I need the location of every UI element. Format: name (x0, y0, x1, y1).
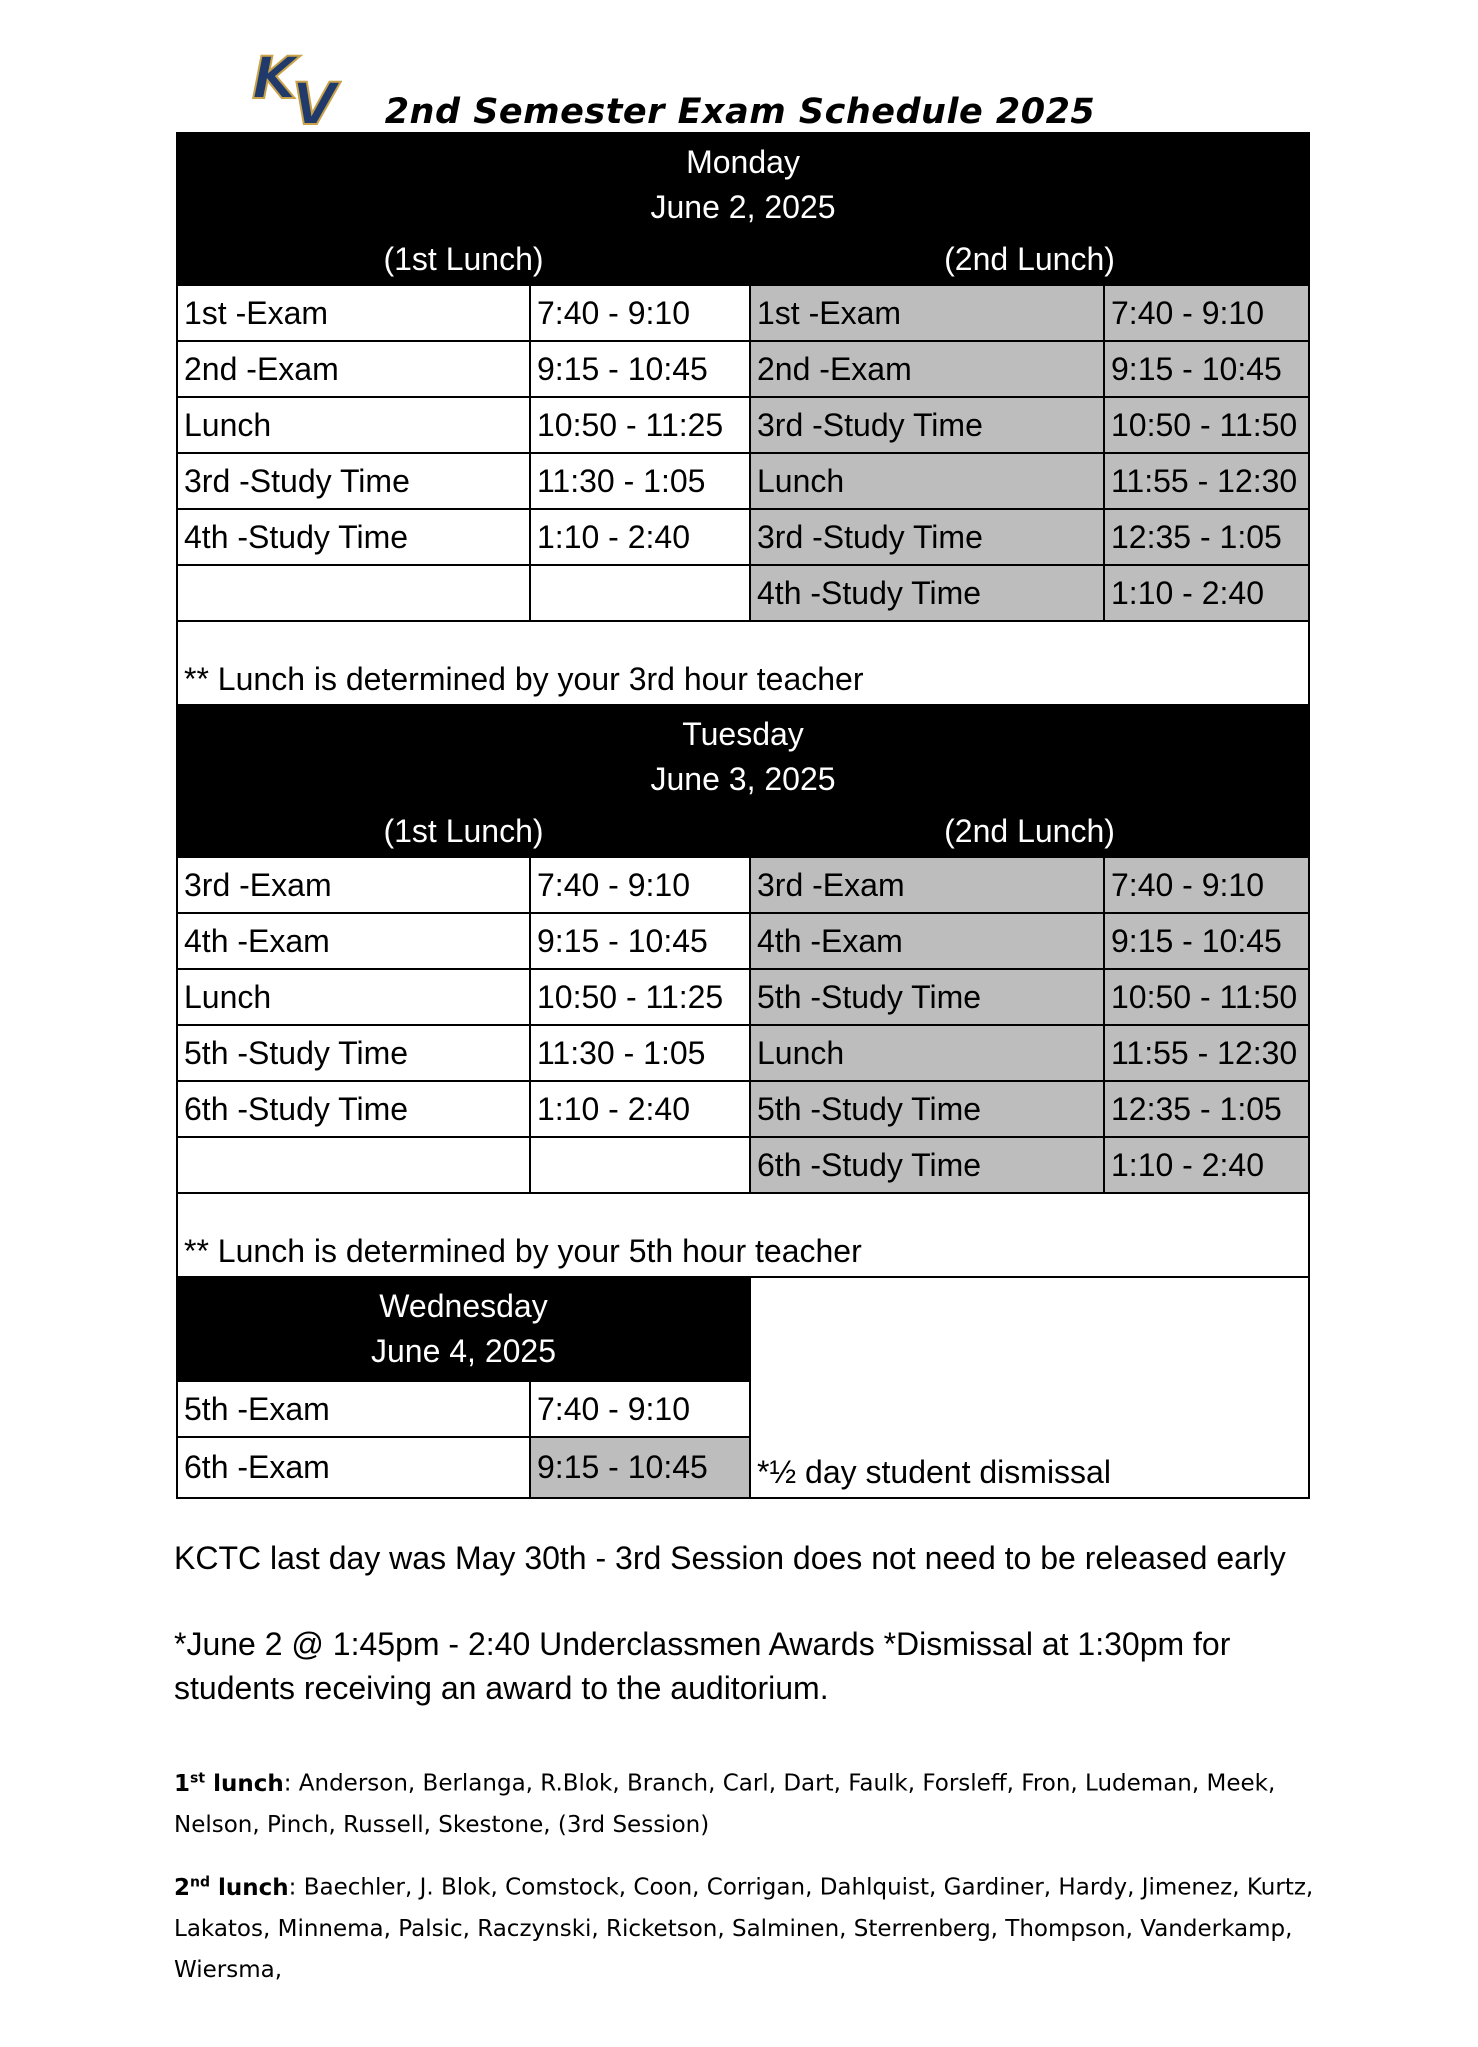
time-cell: 7:40 - 9:10 (1104, 857, 1309, 913)
period-cell: 4th -Exam (177, 913, 530, 969)
time-cell: 1:10 - 2:40 (530, 1081, 750, 1137)
time-cell: 7:40 - 9:10 (530, 285, 750, 341)
time-cell: 11:55 - 12:30 (1104, 1025, 1309, 1081)
period-cell: 2nd -Exam (750, 341, 1104, 397)
time-cell: 7:40 - 9:10 (530, 857, 750, 913)
second-lunch-label: lunch (218, 1874, 289, 1901)
table-row (177, 1025, 1309, 1081)
monday-lunch-note: ** Lunch is determined by your 3rd hour teacher (177, 621, 1309, 705)
period-cell: Lunch (750, 453, 1104, 509)
time-cell: 1:10 - 2:40 (530, 509, 750, 565)
period-cell: 1st -Exam (177, 285, 530, 341)
monday-lunch-headers (177, 233, 1309, 285)
wednesday-date: June 4, 2025 (370, 1333, 557, 1369)
tuesday-lunch-note: ** Lunch is determined by your 5th hour teacher (177, 1193, 1309, 1277)
time-cell: 10:50 - 11:50 (1104, 969, 1309, 1025)
table-row (177, 509, 1309, 565)
tuesday-second-lunch-label: (2nd Lunch) (750, 805, 1309, 857)
time-cell: 7:40 - 9:10 (530, 1381, 750, 1437)
period-cell (177, 565, 530, 621)
table-row (177, 1437, 1309, 1498)
table-row (177, 397, 1309, 453)
period-cell (177, 1137, 530, 1193)
time-cell: 10:50 - 11:25 (530, 969, 750, 1025)
period-cell: 2nd -Exam (177, 341, 530, 397)
monday-date: June 2, 2025 (650, 189, 836, 225)
period-cell: 3rd -Exam (177, 857, 530, 913)
page-title: 2nd Semester Exam Schedule 2025 (384, 92, 1096, 132)
kctc-note: KCTC last day was May 30th - 3rd Session does not need to be released early (174, 1540, 1286, 1576)
table-row (177, 565, 1309, 621)
tuesday-date: June 3, 2025 (650, 761, 836, 797)
tuesday-lunch-headers (177, 805, 1309, 857)
wednesday-day: Wednesday (379, 1288, 548, 1324)
first-lunch-num: 1 (174, 1770, 191, 1797)
monday-note-row (177, 621, 1309, 705)
period-cell: 4th -Study Time (750, 565, 1104, 621)
exam-schedule-table (176, 132, 1310, 1499)
awards-note: *June 2 @ 1:45pm - 2:40 Underclassmen Awards *Dismissal at 1:30pm for students receiving an award to the auditorium. (174, 1626, 1231, 1706)
second-lunch-sup: nd (190, 1874, 211, 1890)
tuesday-first-lunch-label: (1st Lunch) (177, 805, 750, 857)
period-cell: Lunch (750, 1025, 1104, 1081)
monday-second-lunch-label: (2nd Lunch) (750, 233, 1309, 285)
table-row (177, 857, 1309, 913)
time-cell: 10:50 - 11:50 (1104, 397, 1309, 453)
period-cell: 3rd -Study Time (750, 397, 1104, 453)
period-cell: 6th -Exam (177, 1437, 530, 1498)
time-cell: 9:15 - 10:45 (1104, 913, 1309, 969)
first-lunch-names: : Anderson, Berlanga, R.Blok, Branch, Carl, Dart, Faulk, Forsleff, Fron, Ludeman, Meek, Nelson, Pinch, Russell, Skestone, (3rd Session) (174, 1770, 1276, 1838)
svg-text:K: K (252, 44, 297, 112)
monday-day: Monday (686, 144, 800, 180)
dismissal-note: *½ day student dismissal (750, 1437, 1309, 1498)
period-cell: 6th -Study Time (177, 1081, 530, 1137)
table-row (177, 969, 1309, 1025)
time-cell: 9:15 - 10:45 (530, 913, 750, 969)
time-cell: 11:55 - 12:30 (1104, 453, 1309, 509)
time-cell (530, 1137, 750, 1193)
time-cell: 12:35 - 1:05 (1104, 509, 1309, 565)
period-cell: 6th -Study Time (750, 1137, 1104, 1193)
table-row (177, 285, 1309, 341)
time-cell: 9:15 - 10:45 (1104, 341, 1309, 397)
period-cell: Lunch (177, 397, 530, 453)
tuesday-day: Tuesday (682, 716, 804, 752)
time-cell (530, 565, 750, 621)
time-cell: 1:10 - 2:40 (1104, 565, 1309, 621)
time-cell: 11:30 - 1:05 (530, 453, 750, 509)
first-lunch-list (174, 1758, 1314, 1846)
second-lunch-num: 2 (174, 1874, 191, 1901)
period-cell: 5th -Study Time (177, 1025, 530, 1081)
table-row (177, 341, 1309, 397)
period-cell: 3rd -Study Time (177, 453, 530, 509)
period-cell: 5th -Exam (177, 1381, 530, 1437)
period-cell: 3rd -Exam (750, 857, 1104, 913)
time-cell: 10:50 - 11:25 (530, 397, 750, 453)
second-lunch-list (174, 1862, 1314, 1991)
time-cell: 9:15 - 10:45 (530, 1437, 750, 1498)
time-cell: 1:10 - 2:40 (1104, 1137, 1309, 1193)
second-lunch-names: : Baechler, J. Blok, Comstock, Coon, Corrigan, Dahlquist, Gardiner, Hardy, Jimenez, Kurtz, Lakatos, Minnema, Palsic, Raczynski, Ricketson, Salminen, Sterrenberg, Thompson, Vanderkamp, Wiersma, (174, 1874, 1314, 1983)
table-row (177, 1081, 1309, 1137)
period-cell: 4th -Study Time (177, 509, 530, 565)
tuesday-header (177, 705, 1309, 805)
table-row (177, 1137, 1309, 1193)
time-cell: 9:15 - 10:45 (530, 341, 750, 397)
table-row (177, 913, 1309, 969)
tuesday-note-row (177, 1193, 1309, 1277)
first-lunch-label: lunch (213, 1770, 284, 1797)
wednesday-header (177, 1277, 1309, 1381)
period-cell: 5th -Study Time (750, 1081, 1104, 1137)
monday-first-lunch-label: (1st Lunch) (177, 233, 750, 285)
time-cell: 11:30 - 1:05 (530, 1025, 750, 1081)
period-cell: Lunch (177, 969, 530, 1025)
first-lunch-sup: st (190, 1770, 206, 1786)
monday-header (177, 133, 1309, 233)
table-row (177, 453, 1309, 509)
svg-text:V: V (292, 70, 337, 128)
period-cell: 4th -Exam (750, 913, 1104, 969)
period-cell: 3rd -Study Time (750, 509, 1104, 565)
period-cell: 1st -Exam (750, 285, 1104, 341)
period-cell: 5th -Study Time (750, 969, 1104, 1025)
time-cell: 12:35 - 1:05 (1104, 1081, 1309, 1137)
time-cell: 7:40 - 9:10 (1104, 285, 1309, 341)
